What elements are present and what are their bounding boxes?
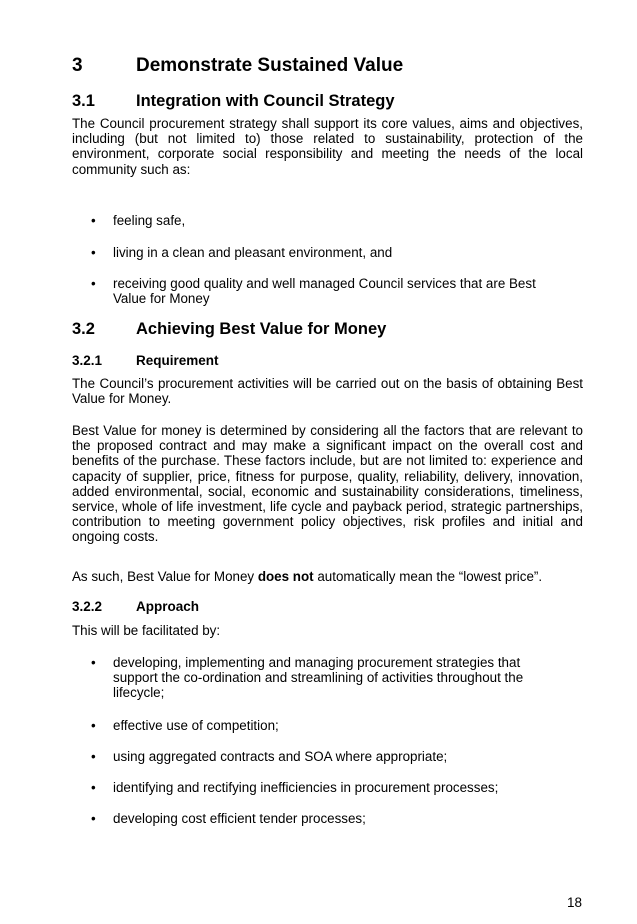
subsubsection-number: 3.2.2	[72, 599, 103, 614]
bullet-icon: •	[91, 718, 96, 733]
paragraph-approach-intro: This will be facilitated by:	[72, 623, 221, 638]
section-title: Demonstrate Sustained Value	[136, 55, 404, 76]
subsubsection-title: Approach	[136, 599, 200, 614]
section-number: 3	[72, 55, 83, 76]
bullet-icon: •	[91, 780, 96, 795]
paragraph-requirement-2: Best Value for money is determined by considering all the factors that are relevant to the proposed contract and may make a significant impact on the overall cost and benefits of the purchase. These factors include, but are not limited to: experience and capacity of supplier, price, fitness for purpose, quality, reliability, delivery, innovation, added environmental, social, economic and sustainability considerations, timeliness, service, whole of life investment, life cycle and payback period, strategic partnerships, contribution to meeting government policy objectives, risk profiles and initial and ongoing costs.	[72, 423, 583, 545]
emphasis-text: does not	[257, 569, 314, 584]
paragraph-intro-3-1: The Council procurement strategy shall support its core values, aims and objectives, including (but not limited to) those related to sustainability, protection of the environment, corporate social responsibility and meeting the needs of the local community such as:	[72, 116, 583, 177]
bullet-icon: •	[91, 213, 96, 228]
subsection-title: Achieving Best Value for Money	[136, 320, 387, 338]
bullet-icon: •	[91, 749, 96, 764]
bullet-icon: •	[91, 245, 96, 260]
page-number: 18	[566, 895, 582, 910]
paragraph-requirement-3: As such, Best Value for Money does not automatically mean the “lowest price”.	[72, 569, 543, 584]
subsection-number: 3.2	[72, 320, 95, 338]
subsection-number: 3.1	[72, 92, 95, 110]
bullet-icon: •	[91, 655, 96, 670]
paragraph-requirement-1: The Council’s procurement activities will be carried out on the basis of obtaining Best Value for Money.	[72, 376, 583, 407]
subsubsection-number: 3.2.1	[72, 353, 103, 368]
bullet-icon: •	[91, 276, 96, 291]
subsubsection-title: Requirement	[136, 353, 219, 368]
bullet-icon: •	[91, 811, 96, 826]
subsection-title: Integration with Council Strategy	[136, 92, 395, 110]
